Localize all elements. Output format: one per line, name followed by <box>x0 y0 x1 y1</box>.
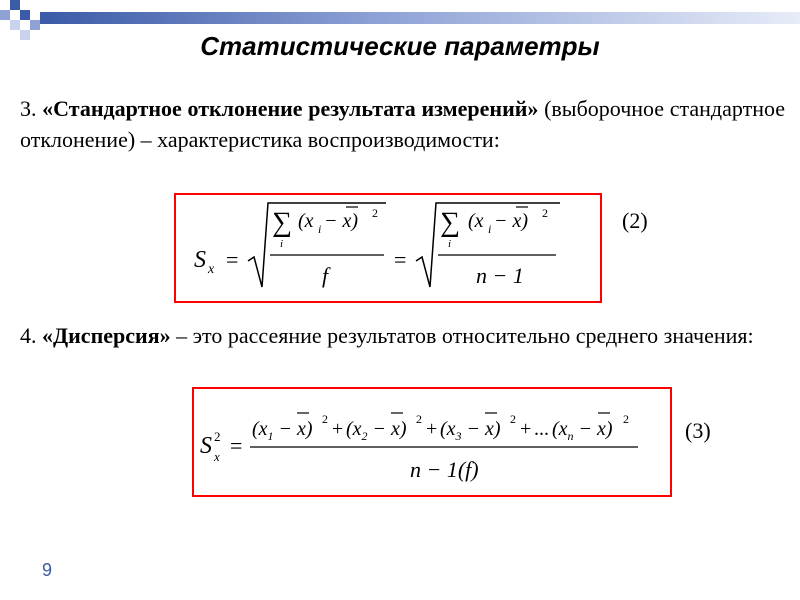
power-n: 2 <box>623 412 629 426</box>
deco-square <box>0 10 10 20</box>
denominator-n-minus-1: n − 1 <box>476 263 524 288</box>
power-2: 2 <box>542 206 548 220</box>
formula-box-3 <box>192 387 672 497</box>
numerator-term-2: (x <box>468 210 484 232</box>
paragraph-dispersion <box>20 320 785 351</box>
sum-index-2: i <box>448 238 452 250</box>
term-dispersion: «Дисперсия» <box>42 323 171 348</box>
power-2: 2 <box>416 412 422 426</box>
power-3: 2 <box>510 412 516 426</box>
slide-title: Статистические параметры <box>200 31 600 61</box>
page-number: 9 <box>42 560 53 580</box>
sum-symbol: ∑ <box>272 207 292 238</box>
equation-number-2: (2) <box>622 208 648 233</box>
formula-standard-deviation <box>176 195 600 301</box>
formula-box-2 <box>174 193 602 303</box>
paragraph-text: – это рассеяние результатов относительно среднего значения: <box>176 323 754 348</box>
deco-square <box>20 10 30 20</box>
formula-dispersion <box>194 389 670 495</box>
item-number: 3. <box>20 96 37 121</box>
equals-sign-2: = <box>394 247 407 272</box>
lhs-subscript: x <box>208 262 215 277</box>
equation-number-3: (3) <box>685 418 711 443</box>
sum-symbol-2: ∑ <box>440 207 460 238</box>
item-number: 4. <box>20 323 37 348</box>
lhs-symbol: S <box>194 247 206 273</box>
radical-sign <box>248 203 386 287</box>
numerator-subscript-2: i <box>488 222 492 236</box>
term-1: $(x_1 - x)$ <box>252 418 313 443</box>
lhs-subscript: x <box>214 449 220 464</box>
term-2: $(x_2 - x)$ <box>346 418 407 443</box>
paragraph-text: (выборочное стандартное отклонение) – характеристика воспроизводимости: <box>20 96 785 152</box>
numerator-term: (x <box>298 210 314 232</box>
denominator-f: f <box>322 263 329 288</box>
power: 2 <box>372 206 378 220</box>
equals-sign: = <box>230 433 243 458</box>
deco-square <box>30 20 40 30</box>
header-bar <box>40 12 800 24</box>
numerator-rest: − x) <box>324 210 359 232</box>
ellipsis: ... <box>534 418 549 440</box>
sum-index: i <box>280 238 284 250</box>
plus-1: + <box>332 418 344 440</box>
lhs-superscript: 2 <box>214 429 221 444</box>
term-standard-deviation: «Стандартное отклонение результата измерений» <box>42 96 539 121</box>
deco-square <box>10 20 20 30</box>
lhs-symbol: S <box>200 433 212 459</box>
numerator-rest-2: − x) <box>494 210 529 232</box>
numerator-subscript: i <box>318 222 322 236</box>
term-n: $(x_n - x)$ <box>552 418 613 443</box>
equals-sign: = <box>226 247 239 272</box>
deco-square <box>10 0 20 10</box>
denominator: n − 1(f) <box>410 457 479 482</box>
plus-2: + <box>426 418 438 440</box>
plus-3: + <box>520 418 532 440</box>
paragraph-standard-deviation <box>20 93 785 155</box>
term-3: $(x_3 - x)$ <box>440 418 501 443</box>
power-1: 2 <box>322 412 328 426</box>
